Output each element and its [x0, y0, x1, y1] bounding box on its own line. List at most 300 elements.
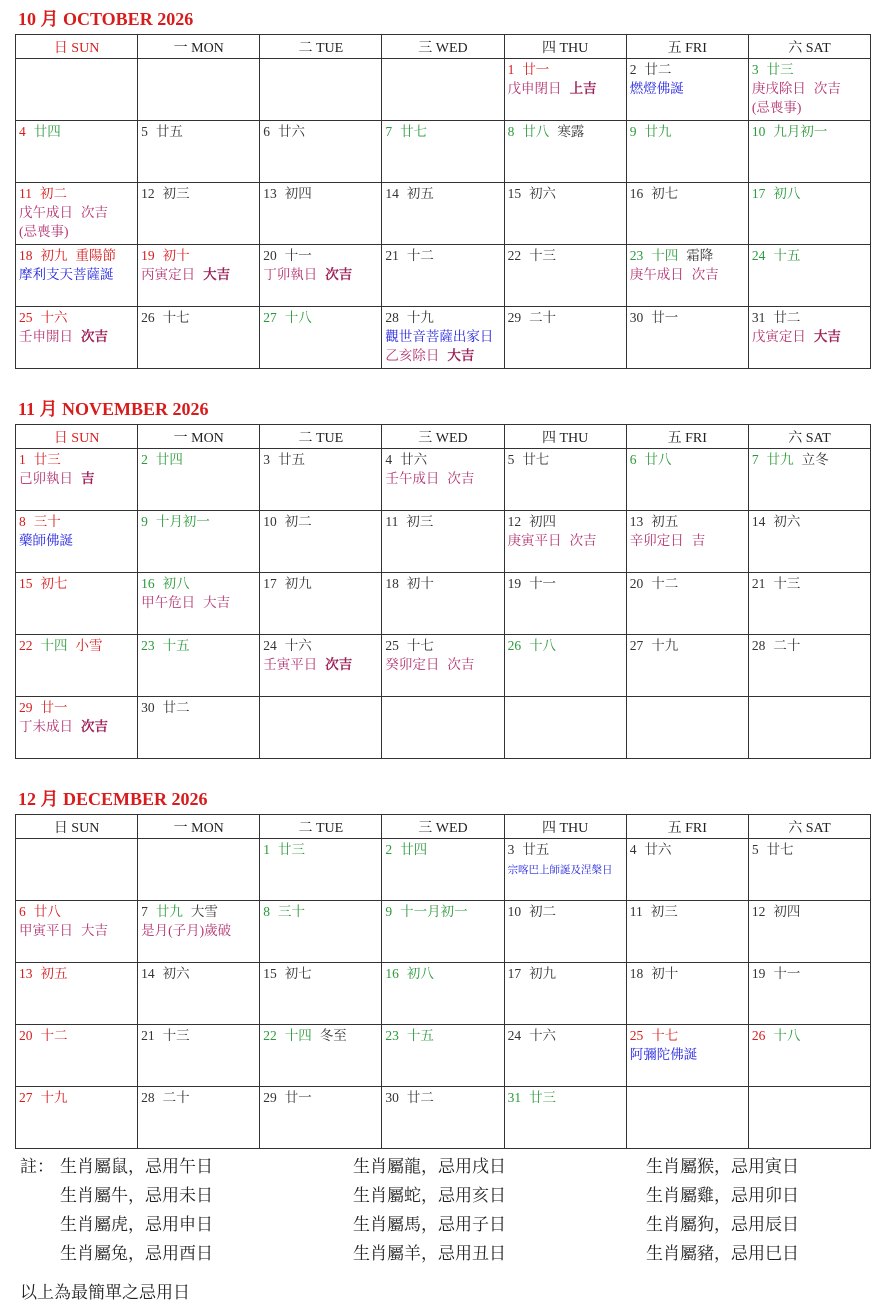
date-line — [19, 636, 137, 655]
date-line — [508, 512, 626, 531]
date-line — [508, 1088, 626, 1107]
date-line — [385, 122, 503, 141]
day-note: 甲午危日 — [141, 595, 196, 610]
week-row — [16, 573, 871, 635]
day-note: 丁未成日 — [19, 719, 73, 734]
note-line — [752, 79, 870, 98]
date-line — [141, 184, 259, 203]
lunar-date: 二十 — [162, 1090, 190, 1105]
date-line — [630, 184, 748, 203]
day-cell — [748, 449, 870, 511]
weekday-header: 三 WED — [382, 35, 504, 59]
note-line — [19, 921, 137, 940]
date-line — [141, 574, 259, 593]
day-number: 20 — [263, 248, 277, 263]
note-line — [141, 265, 259, 284]
empty-cell — [748, 697, 870, 759]
day-cell — [626, 839, 748, 901]
day-cell — [504, 121, 626, 183]
lunar-date: 十四 — [40, 638, 68, 653]
lunar-date: 初五 — [40, 966, 68, 981]
lunar-date: 二十 — [529, 310, 557, 325]
day-number: 22 — [19, 638, 33, 653]
lunar-date: 廿六 — [644, 842, 672, 857]
day-note: 上吉 — [569, 81, 597, 96]
weekday-header: 日 SUN — [16, 815, 138, 839]
note-line — [630, 531, 748, 550]
day-cell — [16, 307, 138, 369]
lunar-date: 初四 — [773, 904, 801, 919]
day-number: 7 — [751, 452, 759, 467]
day-cell — [138, 901, 260, 963]
lunar-date: 廿五 — [278, 452, 306, 467]
day-cell — [16, 121, 138, 183]
notes-item: 生肖屬牛，忌用未日 — [60, 1186, 213, 1205]
date-line — [752, 840, 870, 859]
date-line — [263, 450, 381, 469]
empty-cell — [626, 697, 748, 759]
empty-cell — [260, 59, 382, 121]
notes-row — [20, 1210, 860, 1238]
date-line — [752, 122, 870, 141]
lunar-date: 十一月初一 — [400, 904, 468, 919]
date-line — [508, 902, 626, 921]
note-line — [19, 203, 137, 222]
date-line — [508, 184, 626, 203]
note-line — [141, 921, 259, 940]
day-cell — [260, 1025, 382, 1087]
date-line — [263, 636, 381, 655]
day-number: 15 — [507, 186, 522, 201]
day-number: 2 — [141, 452, 148, 467]
day-cell — [504, 307, 626, 369]
day-cell — [138, 1025, 260, 1087]
date-line — [263, 964, 381, 983]
date-line — [19, 450, 137, 469]
day-number: 16 — [141, 576, 155, 591]
note-line — [385, 469, 503, 488]
lunar-date: 初八 — [773, 186, 801, 201]
day-cell — [504, 59, 626, 121]
date-line — [385, 1026, 503, 1045]
day-cell — [504, 1087, 626, 1149]
lunar-date: 廿九 — [766, 452, 794, 467]
day-number: 4 — [385, 452, 393, 467]
lunar-date: 十六 — [529, 1028, 557, 1043]
solar-term: 立冬 — [801, 452, 829, 467]
weekday-header: 二 TUE — [260, 35, 382, 59]
day-note: 壬午成日 — [385, 471, 440, 486]
date-line — [19, 512, 137, 531]
note-line — [630, 1045, 748, 1064]
day-number: 31 — [507, 1090, 522, 1105]
note-line — [752, 98, 870, 117]
weekday-header: 五 FRI — [626, 815, 748, 839]
day-number: 17 — [751, 186, 766, 201]
day-number: 3 — [507, 842, 515, 857]
day-note: 摩利支天菩薩誕 — [19, 267, 114, 282]
day-note: 大吉 — [203, 595, 231, 610]
date-line — [630, 122, 748, 141]
lunar-date: 廿七 — [400, 124, 428, 139]
day-cell — [16, 901, 138, 963]
day-cell — [16, 697, 138, 759]
date-line — [263, 574, 381, 593]
day-number: 26 — [141, 310, 155, 325]
date-line — [141, 1026, 259, 1045]
notes-row — [20, 1239, 860, 1267]
day-cell — [626, 183, 748, 245]
day-note: 壬申開日 — [19, 329, 73, 344]
date-line — [508, 636, 626, 655]
day-number: 6 — [263, 124, 271, 139]
lunar-date: 廿四 — [33, 124, 61, 139]
empty-cell — [138, 59, 260, 121]
lunar-date: 廿一 — [651, 310, 679, 325]
lunar-date: 十五 — [406, 1028, 434, 1043]
day-number: 22 — [263, 1028, 277, 1043]
date-line — [508, 574, 626, 593]
solar-term: 小雪 — [75, 638, 103, 653]
day-cell — [626, 59, 748, 121]
day-number: 1 — [507, 62, 515, 77]
date-line — [752, 512, 870, 531]
date-line — [19, 698, 137, 717]
day-number: 8 — [263, 904, 271, 919]
day-note: 己卯執日 — [19, 471, 73, 486]
day-cell — [748, 511, 870, 573]
lunar-date: 十四 — [284, 1028, 312, 1043]
date-line — [630, 308, 748, 327]
note-line — [508, 531, 626, 550]
date-line — [752, 902, 870, 921]
day-number: 22 — [507, 248, 522, 263]
day-cell — [748, 183, 870, 245]
day-note: 壬寅平日 — [263, 657, 318, 672]
date-line — [385, 184, 503, 203]
day-note: 次吉 — [813, 81, 841, 96]
date-line — [141, 450, 259, 469]
date-line — [19, 574, 137, 593]
week-row — [16, 449, 871, 511]
date-line — [630, 902, 748, 921]
day-number: 29 — [507, 310, 522, 325]
lunar-date: 十一 — [529, 576, 557, 591]
day-number: 11 — [385, 514, 399, 529]
day-cell — [16, 573, 138, 635]
day-number: 30 — [629, 310, 644, 325]
day-note: 次吉 — [81, 329, 108, 344]
lunar-date: 初十 — [651, 966, 679, 981]
day-cell — [260, 635, 382, 697]
day-number: 6 — [19, 904, 26, 919]
day-number: 17 — [507, 966, 522, 981]
note-line — [508, 79, 626, 98]
day-note: 燃燈佛誕 — [629, 81, 684, 96]
day-cell — [626, 635, 748, 697]
day-cell — [260, 449, 382, 511]
day-number: 12 — [751, 904, 766, 919]
lunar-date: 初七 — [284, 966, 312, 981]
day-note: 阿彌陀佛誕 — [629, 1047, 698, 1062]
day-number: 20 — [19, 1028, 33, 1043]
day-note: 大吉 — [813, 329, 841, 344]
day-number: 23 — [629, 248, 644, 263]
date-line — [19, 902, 137, 921]
lunar-date: 二十 — [773, 638, 801, 653]
notes-prefix: 註： — [20, 1157, 54, 1176]
day-number: 10 — [751, 124, 766, 139]
day-cell — [504, 449, 626, 511]
day-number: 30 — [141, 700, 155, 715]
day-number: 10 — [507, 904, 522, 919]
lunar-date: 廿八 — [522, 124, 550, 139]
day-cell — [626, 245, 748, 307]
lunar-date: 廿八 — [33, 904, 61, 919]
lunar-date: 十六 — [284, 638, 312, 653]
lunar-date: 十五 — [162, 638, 190, 653]
empty-cell — [382, 697, 504, 759]
date-line — [385, 512, 503, 531]
date-line — [19, 184, 137, 203]
day-number: 5 — [751, 842, 759, 857]
day-number: 19 — [141, 248, 155, 263]
day-cell — [16, 635, 138, 697]
day-number: 2 — [385, 842, 393, 857]
day-cell — [382, 1025, 504, 1087]
lunar-date: 廿三 — [33, 452, 61, 467]
date-line — [630, 246, 748, 265]
day-cell — [748, 1025, 870, 1087]
note-line — [752, 327, 870, 346]
lunar-date: 十八 — [284, 310, 312, 325]
day-number: 13 — [263, 186, 277, 201]
day-cell — [504, 245, 626, 307]
day-note: 辛卯定日 — [629, 533, 684, 548]
notes-item: 生肖屬龍，忌用戌日 — [353, 1157, 506, 1176]
day-number: 30 — [385, 1090, 399, 1105]
day-number: 18 — [385, 576, 399, 591]
weekday-header: 二 TUE — [260, 425, 382, 449]
weekday-header: 一 MON — [138, 35, 260, 59]
lunar-date: 廿七 — [522, 452, 550, 467]
day-note: 藥師佛誕 — [19, 533, 73, 548]
day-note: 乙亥除日 — [385, 348, 440, 363]
day-cell — [504, 901, 626, 963]
day-number: 14 — [385, 186, 399, 201]
date-line — [508, 308, 626, 327]
day-number: 19 — [507, 576, 522, 591]
date-line — [385, 574, 503, 593]
lunar-date: 初九 — [284, 576, 312, 591]
month-title: 10 月 OCTOBER 2026 — [18, 9, 194, 29]
day-number: 7 — [385, 124, 393, 139]
week-row — [16, 1087, 871, 1149]
lunar-date: 廿一 — [522, 62, 550, 77]
day-number: 18 — [19, 248, 33, 263]
day-note: 癸卯定日 — [385, 657, 440, 672]
solar-term: 霜降 — [686, 248, 714, 263]
notes-item: 生肖屬虎，忌用申日 — [60, 1215, 213, 1234]
day-number: 1 — [263, 842, 271, 857]
day-number: 12 — [141, 186, 155, 201]
notes-item: 生肖屬狗，忌用辰日 — [646, 1215, 799, 1234]
day-number: 14 — [751, 514, 766, 529]
notes-item: 生肖屬羊，忌用丑日 — [353, 1244, 506, 1263]
date-line — [630, 840, 748, 859]
date-line — [630, 60, 748, 79]
day-cell — [748, 245, 870, 307]
date-line — [508, 964, 626, 983]
day-number: 4 — [629, 842, 637, 857]
note-line — [19, 531, 137, 550]
weekday-header: 六 SAT — [748, 425, 870, 449]
day-number: 24 — [263, 638, 277, 653]
day-note: (忌喪事) — [751, 100, 802, 115]
date-line — [630, 450, 748, 469]
date-line — [630, 574, 748, 593]
day-note: 次吉 — [447, 471, 475, 486]
date-line — [385, 902, 503, 921]
day-cell — [382, 1087, 504, 1149]
lunar-date: 初九 — [529, 966, 557, 981]
day-number: 18 — [629, 966, 644, 981]
lunar-date: 初八 — [162, 576, 190, 591]
day-number: 16 — [385, 966, 399, 981]
lunar-date: 初六 — [162, 966, 190, 981]
day-number: 29 — [19, 700, 33, 715]
lunar-date: 十八 — [773, 1028, 801, 1043]
day-cell — [382, 183, 504, 245]
note-line — [630, 265, 748, 284]
lunar-date: 廿二 — [644, 62, 672, 77]
day-note: 丁卯執日 — [263, 267, 318, 282]
lunar-date: 初二 — [284, 514, 312, 529]
lunar-date: 十三 — [529, 248, 557, 263]
day-number: 19 — [751, 966, 766, 981]
day-cell — [382, 839, 504, 901]
day-cell — [16, 1087, 138, 1149]
day-number: 28 — [751, 638, 766, 653]
day-number: 14 — [141, 966, 155, 981]
empty-cell — [382, 59, 504, 121]
day-cell — [138, 245, 260, 307]
day-note: 庚寅平日 — [507, 533, 562, 548]
note-line — [385, 655, 503, 674]
date-line — [630, 512, 748, 531]
day-cell — [138, 511, 260, 573]
date-line — [385, 636, 503, 655]
date-line — [19, 246, 137, 265]
day-cell — [138, 573, 260, 635]
weekday-header: 三 WED — [382, 815, 504, 839]
week-row — [16, 901, 871, 963]
lunar-date: 廿二 — [406, 1090, 434, 1105]
day-cell — [138, 635, 260, 697]
day-cell — [748, 963, 870, 1025]
solar-term: 大雪 — [190, 904, 218, 919]
day-cell — [138, 121, 260, 183]
date-line — [752, 60, 870, 79]
lunar-date: 廿二 — [162, 700, 190, 715]
date-line — [752, 964, 870, 983]
date-line — [19, 964, 137, 983]
date-line — [508, 840, 626, 859]
lunar-date: 廿三 — [278, 842, 306, 857]
day-number: 1 — [19, 452, 26, 467]
date-line — [141, 122, 259, 141]
day-number: 21 — [141, 1028, 155, 1043]
day-cell — [260, 573, 382, 635]
date-line — [385, 1088, 503, 1107]
lunar-date: 初七 — [40, 576, 68, 591]
day-cell — [16, 1025, 138, 1087]
lunar-date: 三十 — [278, 904, 306, 919]
day-number: 24 — [507, 1028, 522, 1043]
day-cell — [382, 121, 504, 183]
day-cell — [626, 121, 748, 183]
date-line — [141, 1088, 259, 1107]
day-number: 26 — [507, 638, 522, 653]
lunar-date: 廿七 — [766, 842, 794, 857]
date-line — [508, 60, 626, 79]
day-cell — [504, 963, 626, 1025]
week-row — [16, 1025, 871, 1087]
day-cell — [748, 901, 870, 963]
day-number: 7 — [141, 904, 148, 919]
note-line — [19, 222, 137, 241]
notes-item: 生肖屬蛇，忌用亥日 — [353, 1186, 506, 1205]
day-number: 5 — [141, 124, 148, 139]
day-cell — [748, 307, 870, 369]
day-cell — [16, 245, 138, 307]
day-cell — [260, 1087, 382, 1149]
day-note: 是月(子月)歲破 — [141, 923, 232, 938]
date-line — [508, 1026, 626, 1045]
date-line — [263, 122, 381, 141]
lunar-date: 初五 — [651, 514, 679, 529]
date-line — [19, 1088, 137, 1107]
day-note: 大吉 — [81, 923, 108, 938]
day-note: 次吉 — [569, 533, 597, 548]
lunar-date: 十七 — [651, 1028, 679, 1043]
lunar-date: 初九 — [40, 248, 68, 263]
lunar-date: 十一 — [284, 248, 312, 263]
notes-item: 生肖屬豬，忌用巳日 — [646, 1244, 799, 1263]
day-cell — [382, 245, 504, 307]
note-line — [508, 859, 626, 880]
date-line — [752, 308, 870, 327]
day-number: 26 — [751, 1028, 766, 1043]
lunar-date: 十六 — [40, 310, 68, 325]
lunar-date: 初十 — [406, 576, 434, 591]
lunar-date: 十一 — [773, 966, 801, 981]
lunar-date: 廿四 — [155, 452, 183, 467]
date-line — [263, 246, 381, 265]
weekday-header-row — [16, 425, 871, 449]
lunar-date: 廿三 — [529, 1090, 557, 1105]
date-line — [141, 698, 259, 717]
weekday-header: 四 THU — [504, 35, 626, 59]
note-line — [141, 593, 259, 612]
day-number: 8 — [19, 514, 26, 529]
weekday-header: 二 TUE — [260, 815, 382, 839]
date-line — [141, 246, 259, 265]
weekday-header-row — [16, 815, 871, 839]
date-line — [263, 1026, 381, 1045]
day-cell — [260, 511, 382, 573]
date-line — [508, 246, 626, 265]
